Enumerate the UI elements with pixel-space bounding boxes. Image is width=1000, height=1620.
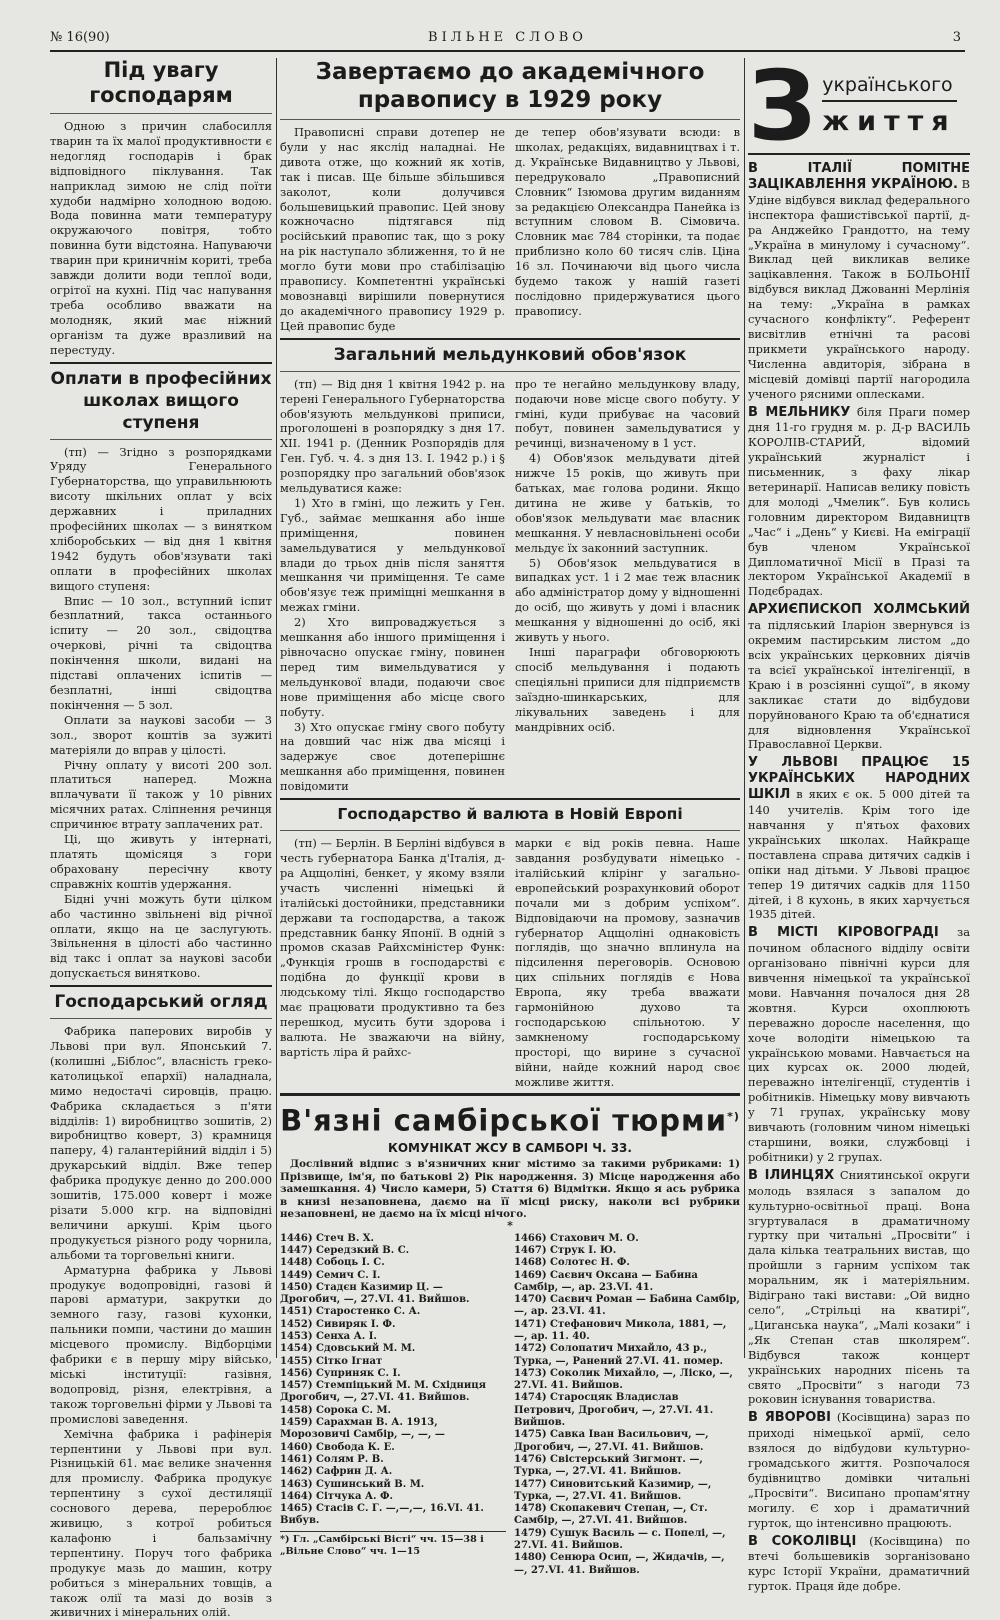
headline: Під увагу господарям	[89, 58, 233, 107]
issue-number: № 16(90)	[50, 30, 110, 45]
article-farmers	[50, 58, 272, 358]
paragraph: (тп) — Берлін. В Берліні відбувся в честь губернатора Банка д'Італія, д-ра Ацщоліні, бенкет, у якому взяли участь численні німецькі й італійські достойники, представники держави та господарства, а також представник банку Японії. В одній з промов сказав Райхсміністер Функ: „Функція грошв в господарстві є подібна до функції крови в людському тілі. Якщо господарство має працювати продуктивно та без перешкод, мусить бути здорова і валюта. Не зважаючи на війну, вартість ліра й райхс-	[280, 836, 505, 1059]
divider	[50, 985, 272, 987]
headline: Завертаємо до академічного правопису в 1929 року	[315, 59, 705, 113]
news-text: в яких є ок. 5 000 дітей та 140 учителів. Крім того іде навчання у п'ятьох фахових українських школах. Найкраще поставлена справа дитячих садків і опіки над дітьми. У Львові працює тепер 19 дитячих садків для 1150 дітей, і 8 кухонь, в яких харчується 1935 дітей.	[748, 787, 970, 922]
list-right	[514, 1233, 740, 1577]
list-item: 1466) Стахович М. О.	[514, 1232, 639, 1244]
news-item	[748, 1534, 970, 1595]
headline: Загальний мельдунковий обов'язок	[333, 344, 687, 365]
list-item: 1456) Суприняк С. І.	[280, 1367, 401, 1379]
article-economic-review	[50, 991, 272, 1620]
list-item: 1475) Савка Іван Васильович, —, Дрогобич, —, 27.VI. 41. Вийшов.	[514, 1429, 709, 1453]
list-item: 1457) Стемпіцький М. М. Східниця Дрогобич, —, 27.VI. 41. Вийшов.	[280, 1380, 487, 1404]
separator-stars: *	[507, 1218, 513, 1232]
article-school-fees	[50, 368, 272, 982]
news-text: В Удіне відбувся виклад федерального інспектора фашистівської партії, д-ра Анджейко Грандотто, на тему „Україна в минулому і сучасному“. Виклад цей викликав велике зацікавлення. Також в БОЛЬОНІЇ відбувся виклад Джованні Мерлінія на тему: „Україна в рамках сучасного конфлікту“. Референт висвітлив етнічні та расові прикмети українського народу. Численна авдиторія, зібрана в місцевій домівці партії нагородила ученого рясними оплесками.	[748, 176, 970, 401]
paragraph: Ці, що живуть у інтернаті, платять щомісяця з гори обраховану пересічну квоту справжніх коштів удержання.	[50, 832, 272, 891]
article-registration	[280, 344, 740, 794]
list-item: 1451) Старостенко С. А.	[280, 1306, 421, 1318]
divider	[280, 371, 740, 372]
divider	[280, 119, 740, 120]
two-column-text	[280, 125, 740, 334]
news-lead: В МІСТІ КІРОВОГРАДІ	[748, 925, 939, 941]
list-item: 1477) Синовитський Казимир, —, Турка, —, 27.VI. 41. Вийшов.	[514, 1478, 712, 1502]
news-text: Сниятинської округи молодь взялася з запалом до культурно-освітньої праці. Вона згуртувалася в драматичному гуртку при читальні „Просвіти“ і дала кілька театральних вистав, що пройшли з гарним успіхом так моральним, як і матеріяльним. Відіграно такі вистави: „Ой видно село“, „Стрільці на кватирі“, „Циганська наука“, „Малі козаки“ і „Як Степан став школярем“. Відбувся також концерт українських народних пісень та свято „Просвіти“ з нагоди 73 роковин існування товариства.	[748, 1167, 970, 1407]
news-lead: У ЛЬВОВІ ПРАЦЮЄ 15 УКРАЇНСЬКИХ НАРОДНИХ ШКІЛ	[748, 755, 970, 803]
list-item: 1459) Сарахман В. А. 1913, Морозовичі Самбір, —, —, —	[280, 1417, 445, 1441]
subtitle: КОМУНІКАТ ЖСУ В САМБОРІ Ч. 33.	[388, 1141, 632, 1156]
two-column-text	[280, 377, 740, 794]
right-column	[748, 49, 970, 1594]
list-item: 1467) Струк І. Ю.	[514, 1244, 617, 1256]
paragraph: марки є від років певна. Наше завдання розбудувати німецько - італійський клірінг у загально-европейський розрахунковий оборот почали ми з добрим успіхом“. Відповідаючи на промову, зазначив губернатор Ацщоліні однаковість поглядів, що значно вплинула на підсилення переговорів. Основою цих спільних поглядів є Нова Европа, яку треба вважати гармонійною духово та господарською спільнотою. У замкненому господарському просторі, що вирине з сучасної війни, найде кожний народ своє можливе життя.	[515, 836, 740, 1089]
heading-initial: З	[748, 49, 817, 162]
list-item: 1449) Семич С. І.	[280, 1269, 381, 1281]
divider	[50, 362, 272, 364]
list-item: 1479) Сушук Василь — с. Попелі, —, 27.VI. 41. Вийшов.	[514, 1527, 726, 1552]
list-item: 1469) Саєвич Оксана — Бабина Самбір, —, ар. 23.VI. 41.	[514, 1269, 698, 1293]
divider	[280, 338, 740, 340]
paragraph: Хемічна фабрика і рафінерія терпентини у Львові при вул. Різницькій 61. має велике значення для промислу. Фабрика продукує терпентину з сухої дестиляції соснового дерева, перероблює живицю, з котрої робиться калафоню і бальзамічну терпентину. Поруч того фабрика продукує мазь до машин, котру робиться з мінеральних товщів, а також олії та мазі до возів з живичних і мінеральних олій.	[50, 1426, 272, 1620]
paragraph: (тп) — Від дня 1 квітня 1942 р. на терені Генерального Губернаторства обов'язують мельдункові приписи, проголошені в розпорядку з дня 17. ХІІ. 1941 р. (Денник Розпорядів для Ген. Губ. ч. 4. з дня 13. І. 1942 р.) і § розпорядку про загальний обов'язок мельдуватися каже:	[280, 376, 505, 496]
news-item	[748, 755, 970, 922]
list-item: 1472) Солопатич Михайло, 43 р., Турка, —, Ранений 27.VI. 41. помер.	[514, 1343, 723, 1367]
news-text: за почином обласного відділу освіти організовано північні курси для вивчення німецької та української мови. Навчання почалося дня 28 жовтня. Курси охоплюють переважно доросле населення, що хоче володіти німецькою та українською мовами. Навчається на цих курсах ок. 2000 людей, переважно інтелігенції, студентів і робітників. Німецьку мову вивчають у 71 групах, українську мову вивчають (головним чином німецькі старшини, вояки, службовці і робітники) у 2 групах.	[748, 925, 970, 1164]
paragraph: Арматурна фабрика у Львові продукує водопровідні, газові й парові арматури, закрутки до земного газу, газові кухонки, пальники помпи, частини до машин місцевого промислу. Відборціми фабрики є в першу міру військо, міські інституції: газівня, водопровід, різня, електрівня, а також торговельні фірми у Львові та промислові заведення.	[50, 1262, 272, 1426]
heading-line-1: українського	[822, 74, 956, 102]
news-item	[748, 925, 970, 1165]
paragraph: Дослівний відпис з в'язничних книг містимо за такими рубриками: 1) Прізвище, ім'я, по батькові 2) Рік народження. 3) Місце народження або замешкання. 4) Число камери, 5) Стаття 6) Відмітки. Якщо я ась рубрика в книзі незаповнена, даємо на її місці риску, наколи всі рубрики незаповнені, не даємо на їх місці нічого.	[280, 1158, 740, 1221]
list-item: 1458) Сорока С. М.	[280, 1404, 391, 1416]
paragraph: Одною з причин слабосилля тварин та їх малої продуктивности є недогляд господарів і брак відповідного піклування. Так наприклад зимою не слід поїти худоби надмірно холодною водою. Вода повинна мати температуру окружаючого повітря, тобто повинна бути відстояна. Напуваючи тварин при криничнім кориті, треба завжди долити води теплої води, огрітої на кухні. Під час напування треба особливо вважати на молодняк, який має ніжний організм та дуже вразливий на перестуду.	[50, 119, 272, 357]
footnote: *) Гл. „Самбірські Вісті“ чч. 15—38 і „Вільне Слово“ чч. 1—15	[280, 1531, 506, 1558]
list-item: 1478) Скопакевич Степан, —, Ст. Самбір, —, 27.VI. 41. Вийшов.	[514, 1503, 708, 1527]
paragraph: Річну оплату у висоті 200 зол. платиться наперед. Можна вплачувати її також у 10 рівних місячних ратах. Сліпнення речинця спричинює втрату заплачених рат.	[50, 757, 272, 832]
list-item: 1473) Соколик Михайло, —, Ліско, —, 27.VI. 41. Вийшов.	[514, 1367, 733, 1392]
news-lead: В СОКОЛІВЦІ	[748, 1533, 857, 1549]
divider	[280, 830, 740, 831]
article-orthography	[280, 58, 740, 334]
news-item	[748, 1410, 970, 1530]
headline: Господарство й валюта в Новій Европі	[337, 805, 683, 824]
left-column	[50, 58, 272, 1620]
column-divider	[276, 58, 277, 1358]
paragraph: про те негайно мельдункову владу, подаючи нове місце свого побуту. У гміні, куди прибуває на часовий побут, повинен замельдуватися у речинці, визначеному в 1 уст.	[515, 376, 740, 451]
paragraph: 2) Хто випроваджується з мешкання або іншого приміщення і рівночасно опускає гміну, повинен перед тим вимельдуватися у мельдункової влади, подаючи своє нове приміщення або місце свого побуту.	[280, 615, 505, 719]
news-lead: АРХИЄПИСКОП ХОЛМСЬКИЙ	[748, 602, 970, 618]
article-sambir-prison	[280, 1100, 740, 1576]
news-lead: В ІЛИНЦЯХ	[748, 1167, 835, 1183]
news-text: та підляський Іларіон звернувся із окремим пастирським листом „до всіх українських церковних діячів та всієї української інтелігенції, в Краю і в розсіянні сущої“, в якому закликає стати до відбудови поруйнованого Краю та об'єднатися для відновлення Української Православної Церкви.	[748, 618, 970, 752]
divider	[280, 1093, 740, 1096]
list-item: 1463) Сушинський В. М.	[280, 1478, 425, 1490]
paragraph: Бідні учні можуть бути цілком або частинно звільнені від річної оплати, якщо на це заслугують. Звільнення в цілості або частинно від такс і оплат за наукові засоби допускається винятково.	[50, 891, 272, 981]
list-item: 1446) Стеч В. Х.	[280, 1232, 375, 1244]
article-economy-currency	[280, 804, 740, 1089]
heading-line-2: життя	[822, 106, 957, 137]
list-item: 1464) Сітчука А. Ф.	[280, 1490, 393, 1502]
column-divider	[744, 58, 745, 1358]
page-header	[50, 28, 965, 52]
news-text: біля Праги помер дня 11-го грудня м. р. Д-р ВАСИЛЬ КОРОЛІВ-СТАРИЙ, відомий український журналіст і письменник, з фаху лікар ветеринарії. Написав велику повість для молоді „Чмелик“. Був колись головним директором Видавництв „Час“ і „День“ у Києві. На еміграції був членом Української Дипломатичної Місії в Празі та лектором Української Академії в Подєбрадах.	[748, 404, 970, 599]
page-number: 3	[952, 30, 961, 45]
two-column-text	[280, 836, 740, 1089]
paragraph: де тепер обов'язувати всюди: в школах, редакціях, видавництвах і т. д. Українське Видавництво у Львові, передруковало „Правописний Словник“ Ізюмова другим виданням за редакцією Олександра Панейка із вступним словом В. Сімовича. Словник має 784 сторінки, та подає приблизно коло 60 тисяч слів. Ціна 16 зл. Починаючи від цього числа будемо також у нашій газеті послідовно придержуватися цього правопису.	[515, 125, 740, 318]
list-item: 1468) Солотес Н. Ф.	[514, 1257, 630, 1269]
list-item: 1454) Сдовський М. М.	[280, 1343, 416, 1355]
newspaper-name: ВІЛЬНЕ СЛОВО	[428, 30, 587, 45]
headline: Оплати в професійних школах вищого ступеня	[50, 368, 272, 433]
headline-text: В'язні самбірської тюрми	[280, 1104, 728, 1139]
list-item: 1462) Сафрин Д. А.	[280, 1466, 393, 1478]
list-left	[280, 1233, 506, 1577]
news-item	[748, 405, 970, 600]
paragraph: 5) Обов'язок мельдуватися в випадках уст. 1 і 2 має теж власник або адміністратор дому у відношенні до осіб, що живуть у домі і власник мешкання у відношенні до осіб, які живуть у нього.	[515, 555, 740, 645]
news-item	[748, 1168, 970, 1408]
news-lead: В МЕЛЬНИКУ	[748, 404, 851, 420]
list-item: 1452) Сивиряк І. Ф.	[280, 1318, 396, 1330]
news-text: (Косівщина) зараз по приході німецької армії, село взялося до відбудови культурно-громадського життя. Розпочалося будівництво домівки читальні „Просвіти“. Висипано пропам'ятну могилу. Є хор і драматичний гурток, що інтенсивно працюють.	[748, 1410, 970, 1530]
paragraph: Оплати за наукові засоби — 3 зол., зворот коштів за зужиті матеріяли до вправ у цілості.	[50, 712, 272, 757]
headline: Господарський огляд	[54, 992, 268, 1013]
list-item: 1448) Собоць І. С.	[280, 1257, 385, 1269]
paragraph: Правописні справи дотепер не були у нас якслід наладнаі. Не дивота отже, що кожний як хотів, так і писав. Ще більше збільшився заколот, коли долучився большевицький правопис. Цей знову кожночасно підтягався під російський правопис так, що з року на рік наступало зближення, то й не могло бути мови про стабілізацію правопису. Компетентні українські мовознавці вирішили повернутися до академічного правопису 1929 р. Цей правопис буде	[280, 125, 505, 333]
paragraph: (тп) — Згідно з розпорядками Уряду Генерального Губернаторства, що управильнюють висоту шкільних оплат у всіх державних і приладних професійних школах — з винятком хліборобських — від дня 1 квітня 1942 будуть обов'язувати такі оплати в професійних школах вищого ступеня:	[50, 444, 272, 593]
paragraph: Фабрика паперових виробів у Львові при вул. Японський 7. (колишні „Біблос“, власність греко-католицької епархії) наладнала, мимо недостачі сировців, працю. Фабрика складається з п'яти відділів: 1) виробництво зошитів, 2) виробництво коверт, 3) крамниця паперу, 4) галантерійний відділ і 5) друкарський відділ. Вже тепер фабрика продукує денно до 200.000 зошитів, 175.000 коверт і може різати 5.000 кгр. на відповідні величини аркуші. Крім цього продукується різного роду чорнила, альбоми та торговельні книги.	[50, 1024, 272, 1262]
list-item: 1453) Сенха А. І.	[280, 1331, 377, 1342]
divider	[50, 1018, 272, 1019]
list-item: 1455) Сітко Ігнат	[280, 1355, 383, 1367]
list-item: 1470) Саєвич Роман — Бабина Самбір, —, ар. 23.VI. 41.	[514, 1294, 740, 1318]
headline	[280, 1100, 740, 1138]
list-item: 1474) Старосцяк Владислав Петрович, Дрогобич, —, 27.VI. 41. Вийшов.	[514, 1392, 714, 1429]
intro	[280, 1158, 740, 1221]
prisoner-list	[280, 1233, 740, 1577]
center-columns	[280, 58, 740, 1576]
list-item: 1476) Свістерський Зигмонт. —, Турка, —, 27.VI. 41. Вийшов.	[514, 1453, 703, 1478]
paragraph: 1) Хто в гміні, що лежить у Ген. Губ., займає мешкання або інше приміщення, повинен замельдуватися у мельдункової влади до трьох днів після заняття мешкання чи приміщення. Те саме обов'язує теж приміщні мешкання в межах гміни.	[280, 495, 505, 615]
divider	[50, 113, 272, 114]
divider	[280, 798, 740, 800]
list-item: 1465) Стасів С. Г. —,—,—, 16.VI. 41. Вибув.	[280, 1503, 484, 1527]
paragraph: Інші параграфи обговорюють спосіб мельдування і подають спеціяльні приписи для підприємств заїздно-шинкарських, для лікувальних заведень і для мандрівних осіб.	[515, 645, 740, 734]
list-item: 1450) Стадєн Казимир Ц. — Дрогобич, —, 27.VI. 41. Вийшов.	[280, 1281, 470, 1306]
news-items	[748, 161, 970, 1594]
list-item: 1480) Сенюра Осип, —, Жидачів, —, —, 27.VI. 41. Вийшов.	[514, 1552, 725, 1576]
list-item: 1461) Солям Р. В.	[280, 1453, 384, 1465]
list-item: 1471) Стефанович Микола, 1881, —, —, ар. 11. 40.	[514, 1318, 727, 1342]
news-lead: В ІТАЛІЇ ПОМІТНЕ ЗАЦІКАВЛЕННЯ УКРАЇНОЮ.	[748, 161, 970, 192]
list-item: 1447) Середзкий В. С.	[280, 1244, 410, 1256]
divider	[50, 439, 272, 440]
news-item	[748, 602, 970, 752]
news-text: (Косівщина) по втечі большевиків зорганізовано курс Історії України, драматичний гурток. Праця йде добре.	[748, 1533, 970, 1594]
paragraph: Впис — 10 зол., вступний іспит безплатний, такса останнього іспиту — 20 зол., свідоцтва очеркові, річні та свідоцтва покінчення школи, видані на підставі оплачених іспитів — безплатні, інші свідоцтва покінчення — 5 зол.	[50, 593, 272, 712]
news-lead: В ЯВОРОВІ	[748, 1410, 831, 1426]
section-heading	[748, 49, 970, 162]
footnote-mark: *)	[727, 1110, 740, 1124]
news-item	[748, 161, 970, 402]
paragraph: 4) Обов'язок мельдувати дітей нижче 15 років, що живуть при батьках, має голова родини. Якщо дитина не живе у батьків, то обов'язок мельдувати має власник мешкання. У невласновільнені особи мельдує їх законний заступник.	[515, 451, 740, 555]
list-item: 1460) Свобода К. Е.	[280, 1441, 395, 1453]
paragraph: 3) Хто опускає гміну свого побуту на довший час ніж два місяці і задержує своє дотеперішнє мешкання або приміщення, повинен повідомити	[280, 719, 505, 794]
